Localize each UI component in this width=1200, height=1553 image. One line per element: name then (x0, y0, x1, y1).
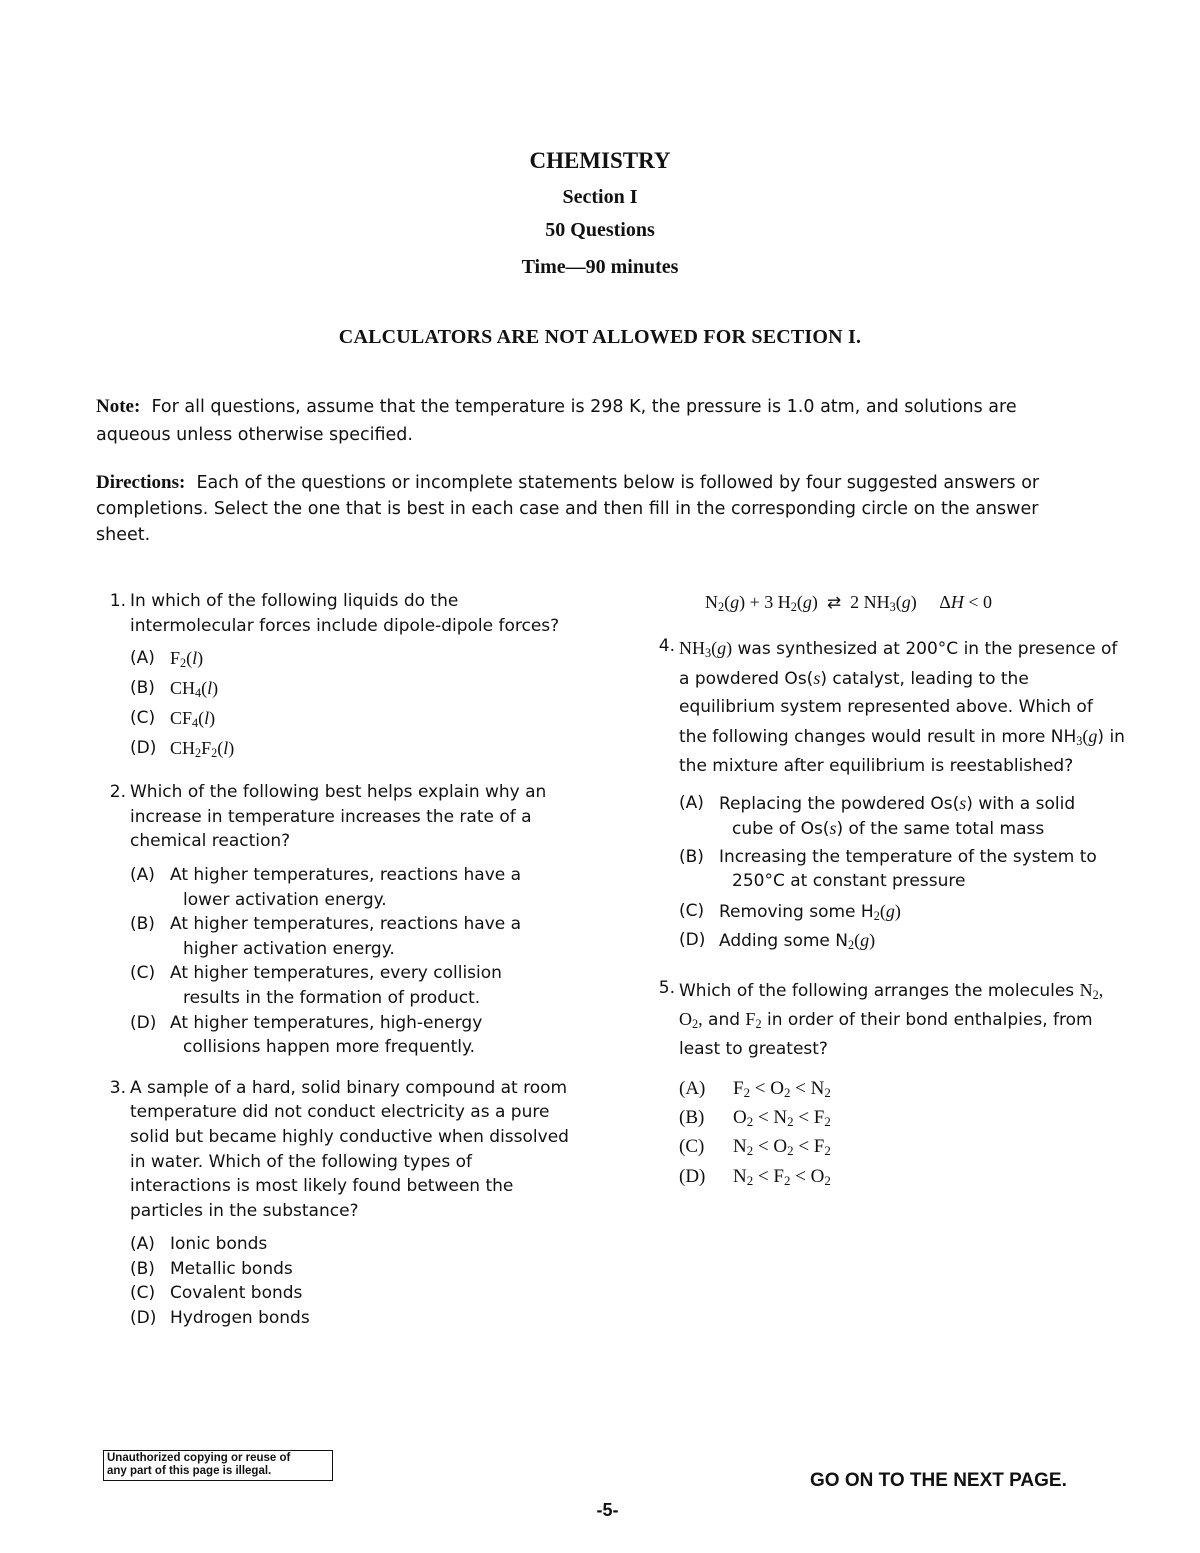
directions-paragraph (96, 470, 1096, 548)
option-a: (A) $F_2 < O_2 < N_2$ (679, 1077, 831, 1100)
question-number: 4. (658, 636, 675, 656)
option-b: (B) $CH_4(l)$ (130, 678, 219, 701)
question-4 (645, 634, 1125, 954)
option-a: (A) Ionic bonds (130, 1234, 268, 1255)
question-number: 1. (109, 591, 126, 611)
option-a: (A) $F_2(l)$ (130, 648, 204, 671)
section-label: Section I (562, 186, 638, 208)
question-3 (96, 1076, 576, 1331)
question-number: 3. (109, 1077, 126, 1098)
option-c: (C) $CF_4(l)$ (130, 708, 216, 731)
option-d: (D) Hydrogen bonds (130, 1308, 310, 1329)
option-a: (A) Replacing the powdered Os(s) with a solid cube of Os(s) of the same total mass (679, 792, 1076, 840)
equilibrium-equation: $N_2(g) + 3$ $H_2(g)$ ⇄ 2 $NH_3(g)$ ΔH < 0 (705, 592, 993, 614)
page-number: -5- (596, 1500, 619, 1520)
question-stem: Which of the following best helps explain why an increase in temperature increases the rate of a chemical reaction? (130, 782, 547, 852)
option-b: (B) $O_2 < N_2 < F_2$ (679, 1106, 831, 1129)
option-b: (B) At higher temperatures, reactions have a higher activation energy. (130, 914, 522, 959)
question-1 (96, 589, 576, 764)
option-a: (A) At higher temperatures, reactions have a lower activation energy. (130, 864, 522, 910)
option-b: (B) Increasing the temperature of the system to 250°C at constant pressure (679, 846, 1097, 892)
option-d: (D) $N_2 < F_2 < O_2$ (679, 1165, 831, 1188)
note-text: For all questions, assume that the temperature is 298 K, the pressure is 1.0 atm, and solutions are aqueous unless otherwise specified. (96, 397, 1017, 445)
note-label: Note: (96, 396, 141, 417)
note-paragraph (96, 393, 1096, 449)
directions-text: Each of the questions or incomplete statements below is followed by four suggested answers or completions. Select the one that is best in each case and then fill in the corresponding circle on the answer sheet. (96, 473, 1040, 545)
option-c: (C) Removing some $H_2(g)$ (679, 900, 901, 923)
option-d: (D) Adding some $N_2(g)$ (679, 930, 876, 953)
right-column (645, 634, 1125, 1191)
question-stem: Which of the following arranges the molecules $N_2$, $O_2$, and $F_2$ in order of their bond enthalpies, from least to greatest? (679, 979, 1104, 1059)
question-number: 5. (658, 977, 675, 998)
question-stem: A sample of a hard, solid binary compound at room temperature did not conduct electricity as a pure solid but became highly conductive when dissolved in water. Which of the following types of interactions is most likely found between the particles in the substance? (130, 1077, 569, 1221)
question-stem: $NH_3(g)$ was synthesized at 200°C in the presence of a powdered Os(s) catalyst, leading to the equilibrium system represented above. Which of the following changes would result in more $NH_3(g)$ in the mixture after equilibrium is reestablished? (679, 638, 1125, 776)
option-c: (C) $N_2 < O_2 < F_2$ (679, 1136, 831, 1159)
time-limit: Time—90 minutes (521, 256, 679, 278)
question-2 (96, 780, 576, 1060)
question-5 (645, 976, 1125, 1191)
next-page-notice: GO ON TO THE NEXT PAGE. (810, 1470, 1067, 1491)
question-count: 50 Questions (545, 219, 655, 241)
directions-label: Directions: (96, 472, 186, 493)
page-title: CHEMISTRY (529, 148, 671, 173)
option-d: (D) $CH_2F_2(l)$ (130, 738, 235, 761)
option-d: (D) At higher temperatures, high-energy collisions happen more frequently. (130, 1012, 483, 1058)
calculator-notice: CALCULATORS ARE NOT ALLOWED FOR SECTION I. (338, 326, 862, 348)
option-c: (C) Covalent bonds (130, 1283, 303, 1304)
option-c: (C) At higher temperatures, every collision results in the formation of product. (130, 963, 502, 1008)
question-number: 2. (109, 782, 126, 803)
left-column (96, 589, 576, 1331)
question-stem: In which of the following liquids do the intermolecular forces include dipole-dipole forces? (130, 591, 560, 636)
copyright-notice: Unauthorized copying or reuse of any part of this page is illegal. (103, 1450, 333, 1481)
option-b: (B) Metallic bonds (130, 1258, 293, 1279)
